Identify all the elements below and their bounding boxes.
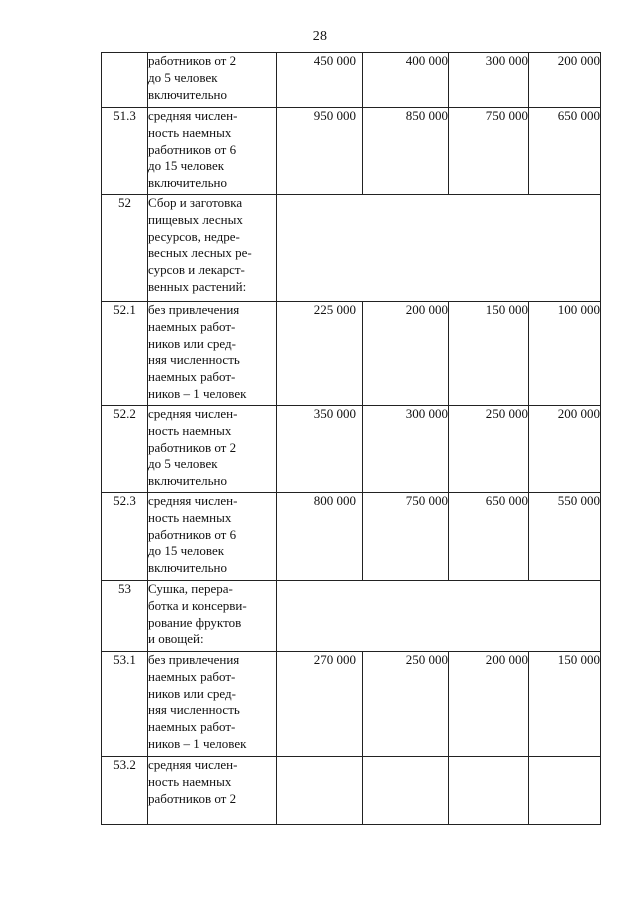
value-cell: 400 000 bbox=[363, 53, 449, 108]
row-number bbox=[102, 53, 148, 108]
value-cell: 270 000 bbox=[277, 652, 363, 757]
value-cell: 350 000 bbox=[277, 406, 363, 493]
value-cell: 650 000 bbox=[529, 108, 601, 195]
page-number: 28 bbox=[312, 29, 328, 44]
value-cell: 550 000 bbox=[529, 493, 601, 581]
row-number: 52 bbox=[102, 195, 148, 302]
row-description: средняя числен- ность наемных работников от 2 до 5 человек включительно bbox=[148, 406, 277, 493]
section-empty-cell bbox=[277, 581, 601, 652]
value-cell: 950 000 bbox=[277, 108, 363, 195]
row-description: средняя числен- ность наемных работников от 6 до 15 человек включительно bbox=[148, 108, 277, 195]
row-description: средняя числен- ность наемных работников от 6 до 15 человек включительно bbox=[148, 493, 277, 581]
value-cell: 300 000 bbox=[363, 406, 449, 493]
table-row bbox=[102, 493, 601, 581]
value-cell: 850 000 bbox=[363, 108, 449, 195]
row-description: Сбор и заготовка пищевых лесных ресурсов, недре- весных лесных ре- сурсов и лекарст- венных растений: bbox=[148, 195, 277, 302]
value-cell: 200 000 bbox=[363, 302, 449, 406]
value-cell bbox=[529, 757, 601, 825]
table-row bbox=[102, 53, 601, 108]
section-empty-cell bbox=[277, 195, 601, 302]
value-cell: 250 000 bbox=[449, 406, 529, 493]
row-description: Сушка, перера- ботка и консерви- рование фруктов и овощей: bbox=[148, 581, 277, 652]
value-cell: 300 000 bbox=[449, 53, 529, 108]
row-number: 52.2 bbox=[102, 406, 148, 493]
value-cell: 150 000 bbox=[449, 302, 529, 406]
row-number: 53 bbox=[102, 581, 148, 652]
value-cell: 750 000 bbox=[363, 493, 449, 581]
table-row bbox=[102, 652, 601, 757]
row-number: 53.1 bbox=[102, 652, 148, 757]
value-cell: 800 000 bbox=[277, 493, 363, 581]
table-row bbox=[102, 195, 601, 302]
table-row bbox=[102, 406, 601, 493]
table-row bbox=[102, 108, 601, 195]
value-cell: 200 000 bbox=[529, 406, 601, 493]
value-cell bbox=[449, 757, 529, 825]
value-cell: 200 000 bbox=[529, 53, 601, 108]
value-cell bbox=[277, 757, 363, 825]
value-cell: 200 000 bbox=[449, 652, 529, 757]
value-cell: 450 000 bbox=[277, 53, 363, 108]
value-cell: 150 000 bbox=[529, 652, 601, 757]
table-row bbox=[102, 757, 601, 825]
row-number: 51.3 bbox=[102, 108, 148, 195]
row-description: работников от 2 до 5 человек включительно bbox=[148, 53, 277, 108]
row-description: средняя числен- ность наемных работников от 2 bbox=[148, 757, 277, 825]
row-number: 52.3 bbox=[102, 493, 148, 581]
row-number: 52.1 bbox=[102, 302, 148, 406]
table-row bbox=[102, 302, 601, 406]
row-number: 53.2 bbox=[102, 757, 148, 825]
value-cell: 250 000 bbox=[363, 652, 449, 757]
value-cell bbox=[363, 757, 449, 825]
value-cell: 650 000 bbox=[449, 493, 529, 581]
value-cell: 225 000 bbox=[277, 302, 363, 406]
table-row bbox=[102, 581, 601, 652]
value-cell: 100 000 bbox=[529, 302, 601, 406]
row-description: без привлечения наемных работ- ников или сред- няя численность наемных работ- ников – 1 человек bbox=[148, 652, 277, 757]
row-description: без привлечения наемных работ- ников или сред- няя численность наемных работ- ников – 1 человек bbox=[148, 302, 277, 406]
value-cell: 750 000 bbox=[449, 108, 529, 195]
tariff-table bbox=[101, 52, 601, 825]
